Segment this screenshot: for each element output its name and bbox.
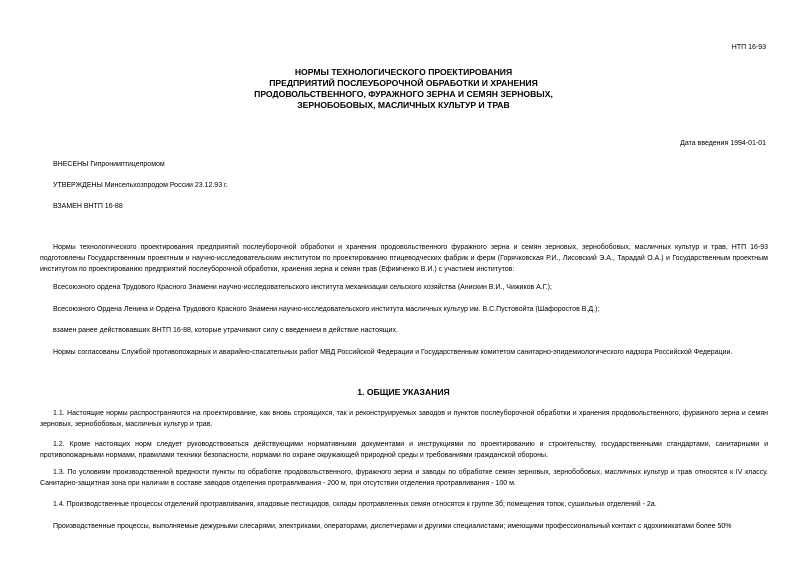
title-line: ЗЕРНОБОБОВЫХ, МАСЛИЧНЫХ КУЛЬТУР И ТРАВ: [297, 100, 510, 110]
paragraph-text: 1.4. Производственные процессы отделений протравливания, кладовые пестицидов, склады протравленных семян относятся к группе 3б; помещения топок, сушильных отделений - 2а.: [53, 501, 657, 508]
preamble-paragraph: [40, 242, 768, 275]
title-line: НОРМЫ ТЕХНОЛОГИЧЕСКОГО ПРОЕКТИРОВАНИЯ: [294, 67, 513, 77]
replaced-note: взамен ранее действовавших ВНТП 16-88, которые утрачивают силу с введением в действие настоящих.: [53, 327, 398, 334]
title-line: ПРЕДПРИЯТИЙ ПОСЛЕУБОРОЧНОЙ ОБРАБОТКИ И ХРАНЕНИЯ: [269, 78, 538, 88]
intro-date: Дата введения 1994-01-01: [680, 140, 766, 147]
approved-by: УТВЕРЖДЕНЫ Минсельхозпродом России 23.12.93 г.: [53, 182, 228, 189]
paragraph-1-2: [40, 439, 768, 461]
institute-2: Всесоюзного Ордена Ленина и Ордена Трудового Красного Знамени научно-исследовательского института масличных культур им. В.С.Пустовойта (Шафоростов В.Д.);: [53, 306, 600, 313]
paragraph-last: [40, 521, 768, 532]
replaces: ВЗАМЕН ВНТП 16-88: [53, 203, 123, 210]
document-code: НТП 16-93: [731, 44, 766, 51]
section-heading: 1. ОБЩИЕ УКАЗАНИЯ: [357, 387, 450, 397]
institute-1: Всесоюзного ордена Трудового Красного Знамени научно-исследовательского института механизации сельского хозяйства (Анискин В.И., Чижиков А.Г.);: [53, 284, 552, 291]
paragraph-text: Производственные процессы, выполняемые дежурными слесарями, электриками, операторами, диспетчерами и другими специалистами; имеющими профессиональный контакт с ядохимикатами более 50%: [53, 523, 732, 530]
agreed-note: Нормы согласованы Службой противопожарных и аварийно-спасательных работ МВД Российской Федерации и Государственным комитетом санитарно-эпидемиологического надзора Российской Федерации.: [53, 349, 733, 356]
paragraph-text: 1.1. Настоящие нормы распространяются на проектирование, как вновь строящихся, так и реконструируемых заводов и пунктов послеуборочной обработки и хранения продовольственного, фуражного зерна и семян зерновых, зернобобовых, масличных культур и трав.: [40, 410, 768, 428]
introduced-by: ВНЕСЕНЫ Гипронииптицепромом: [53, 161, 165, 168]
paragraph-1-4: [40, 499, 768, 510]
preamble-text: Нормы технологического проектирования предприятий послеуборочной обработки и хранения продовольственного фуражного зерна и семян зерновых, зернобобовых, масличных культур и трав, НТП 16-93 подготовлены Государственным проектным и научно-исследовательским институтом по проектированию птицеводческих фабрик и ферм (Горячковская Р.И., Лисовский Э.А., Тарадай О.А.) и Государственным проектным институтом по проектированию предприятий послеуборочной обработки, хранения зерна и семян трав (Ефимченко В.И.) с участием институтов:: [40, 244, 768, 273]
paragraph-1-3: [40, 467, 768, 489]
document-title: [0, 67, 807, 111]
title-line: ПРОДОВОЛЬСТВЕННОГО, ФУРАЖНОГО ЗЕРНА И СЕМЯН ЗЕРНОВЫХ,: [254, 89, 553, 99]
paragraph-text: 1.2. Кроме настоящих норм следует руководствоваться действующими нормативными документами и инструкциями по проектированию и строительству, государственными стандартами, санитарными и противопожарными нормами, правилами техники безопасности, нормами по охране окружающей природной среды и требованиями гражданской обороны.: [40, 441, 768, 459]
paragraph-text: 1.3. По условиям производственной вредности пункты по обработке продовольственного, фуражного зерна и заводы по обработке семян зерновых, зернобобовых, масличных культур и трав относятся к IV классу. Санитарно-защитная зона при наличии в составе заводов отделения протравливания - 200 м, при отсутствии отделения протравливания - 100 м.: [40, 469, 768, 487]
paragraph-1-1: [40, 408, 768, 430]
